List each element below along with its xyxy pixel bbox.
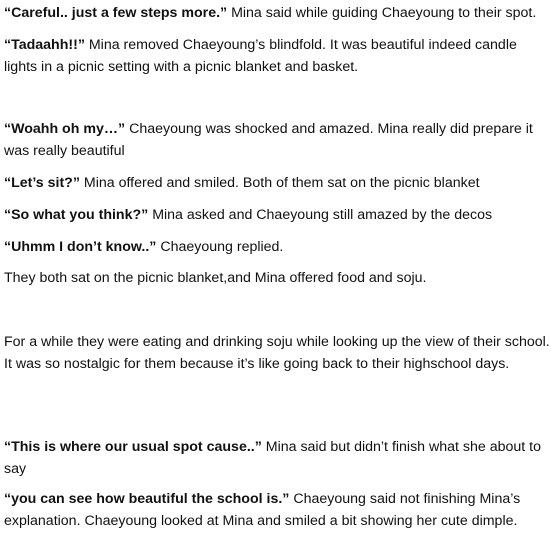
paragraph-beautiful-school [4,488,550,532]
dialogue: “Uhmm I don’t know..” [4,239,157,255]
dialogue: “Careful.. just a few steps more.” [4,5,228,21]
paragraph-uhmm [4,236,550,258]
narration: Mina said but didn’t finish what she about to say [4,439,542,477]
narration: Mina offered and smiled. Both of them sat on the picnic blanket [79,175,480,191]
paragraph-tadaahh [4,34,550,78]
dialogue: “Woahh oh my…” [4,121,126,137]
narration: They both sat on the picnic blanket,and Mina offered food and soju. [4,270,427,286]
dialogue: “Tadaahh!!” [4,37,85,53]
paragraph-nostalgic [4,331,550,375]
narration: Mina said while guiding Chaeyoung to their spot. [227,5,537,21]
paragraph-careful [4,2,550,24]
paragraph-so-what [4,204,550,226]
paragraph-picnic-food [4,267,550,289]
narration: Chaeyoung replied. [156,239,284,255]
paragraph-woahh [4,118,550,162]
dialogue: “you can see how beautiful the school is.” [4,491,290,507]
dialogue: “So what you think?” [4,207,149,223]
dialogue: “This is where our usual spot cause..” [4,439,262,455]
dialogue: “Let’s sit?” [4,175,80,191]
narration: Mina removed Chaeyoung’s blindfold. It was beautiful indeed candle lights in a picnic setting with a picnic blanket and basket. [4,37,517,75]
paragraph-usual-spot [4,436,550,480]
paragraph-lets-sit [4,172,550,194]
narration: Chaeyoung was shocked and amazed. Mina really did prepare it was really beautiful [4,121,533,159]
narration: For a while they were eating and drinking soju while looking up the view of their school. It was so nostalgic for them because it’s like going back to their highschool days. [4,334,550,372]
narration: Mina asked and Chaeyoung still amazed by the decos [148,207,493,223]
narration: Chaeyoung said not finishing Mina’s explanation. Chaeyoung looked at Mina and smiled a bit showing her cute dimple. [4,491,521,529]
